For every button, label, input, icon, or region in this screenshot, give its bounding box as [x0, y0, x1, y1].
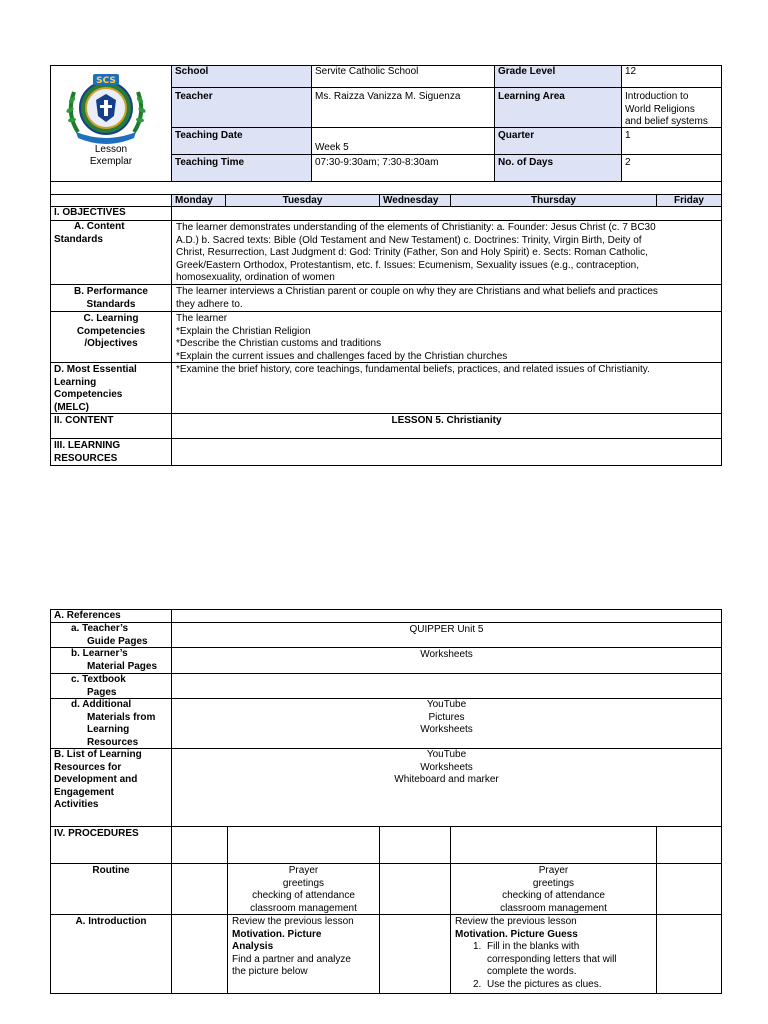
objectives-heading: I. OBJECTIVES [50, 206, 172, 221]
introduction-wednesday [379, 914, 451, 994]
content-standards-label: A. Content Standards [50, 220, 172, 285]
grade-value: 12 [621, 65, 722, 88]
procedures-friday [656, 826, 722, 864]
logo-caption: Lesson Exemplar [89, 144, 133, 167]
textbook-label: c. Textbook Pages [50, 673, 172, 699]
routine-monday [171, 863, 228, 915]
additional-materials-value: YouTube Pictures Worksheets [171, 698, 722, 749]
area-value: Introduction to World Religions and belief systems [621, 87, 722, 128]
date-value: Week 5 [311, 127, 495, 155]
introduction-thursday: Review the previous lesson Motivation. Picture Guess 1. Fill in the blanks with corresponding letters that will complete the words. 2. Use the pictures as clues. [450, 914, 657, 994]
teachers-guide-label: a. Teacher’s Guide Pages [50, 622, 172, 648]
school-label: School [171, 65, 312, 88]
introduction-label: A. Introduction [50, 914, 172, 994]
competencies-text: The learner *Explain the Christian Religion *Describe the Christian customs and traditions *Explain the current issues and challenges faced by the Christian churches [171, 311, 722, 363]
resources-fill [171, 438, 722, 466]
routine-label: Routine [50, 863, 172, 915]
textbook-value [171, 673, 722, 699]
teacher-label: Teacher [171, 87, 312, 128]
teacher-value: Ms. Raizza Vanizza M. Siguenza [311, 87, 495, 128]
grade-label: Grade Level [494, 65, 622, 88]
procedures-thursday [450, 826, 657, 864]
objectives-heading-fill [171, 206, 722, 221]
procedures-wednesday [379, 826, 451, 864]
content-standards-text: The learner demonstrates understanding of the elements of Christianity: a. Founder: Jesus Christ (c. 7 BC30 A.D.) b. Sacred texts: Bible (Old Testament and New Testament) c. Doctrines: Trinity, Virgin Birth, Deity of Christ, Resurrection, Last Judgment d: God: Trinity (Father, Son and Holy Spirit) e. Sects: Roman Catholic, Greek/Eastern Orthodox, Protestantism, etc. f. Issues: Ecumenism, Sexuality issues (e.g., contraception, homosexuality, ordination of women [171, 220, 722, 285]
learners-material-label: b. Learner’s Material Pages [50, 647, 172, 674]
introduction-tuesday: Review the previous lesson Motivation. Picture Analysis Find a partner and analyze the picture below [227, 914, 380, 994]
resources-heading: III. LEARNING RESOURCES [50, 438, 172, 466]
quarter-value: 1 [621, 127, 722, 155]
performance-standards-text: The learner interviews a Christian parent or couple on why they are Christians and what beliefs and practices they adhere to. [171, 284, 722, 312]
learners-material-value: Worksheets [171, 647, 722, 674]
time-value: 07:30-9:30am; 7:30-8:30am [311, 154, 495, 182]
procedures-tuesday [227, 826, 380, 864]
time-label: Teaching Time [171, 154, 312, 182]
melc-label: D. Most Essential Learning Competencies (MELC) [50, 362, 172, 414]
melc-text: *Examine the brief history, core teachings, fundamental beliefs, practices, and related issues of Christianity. [171, 362, 722, 414]
routine-thursday: Prayer greetings checking of attendance classroom management [450, 863, 657, 915]
day-thursday: Thursday [450, 194, 657, 207]
list-item: 2. Use the pictures as clues. [473, 978, 602, 990]
day-wednesday: Wednesday [379, 194, 451, 207]
list-item: 1. Fill in the blanks with corresponding letters that will complete the words. [473, 941, 617, 977]
routine-tuesday: Prayer greetings checking of attendance classroom management [227, 863, 380, 915]
school-seal-icon [60, 70, 152, 150]
procedures-heading: IV. PROCEDURES [50, 826, 172, 864]
competencies-label: C. Learning Competencies /Objectives [50, 311, 172, 363]
day-tuesday: Tuesday [225, 194, 380, 207]
learning-resources-list-label: B. List of Learning Resources for Development and Engagement Activities [50, 748, 172, 827]
routine-wednesday [379, 863, 451, 915]
content-heading: II. CONTENT [50, 413, 172, 439]
introduction-monday [171, 914, 228, 994]
routine-friday [656, 863, 722, 915]
content-value: LESSON 5. Christianity [171, 413, 722, 439]
school-value: Servite Catholic School [311, 65, 495, 88]
date-label: Teaching Date [171, 127, 312, 155]
teachers-guide-value: QUIPPER Unit 5 [171, 622, 722, 648]
references-heading-fill [171, 609, 722, 623]
svg-text:SCS: SCS [96, 76, 116, 86]
references-heading: A. References [50, 609, 172, 623]
introduction-friday [656, 914, 722, 994]
days-label: No. of Days [494, 154, 622, 182]
days-value: 2 [621, 154, 722, 182]
procedures-monday [171, 826, 228, 864]
spacer-row [50, 181, 722, 195]
day-friday: Friday [656, 194, 722, 207]
area-label: Learning Area [494, 87, 622, 128]
quarter-label: Quarter [494, 127, 622, 155]
learning-resources-list-value: YouTube Worksheets Whiteboard and marker [171, 748, 722, 827]
additional-materials-label: d. Additional Materials from Learning Resources [50, 698, 172, 749]
day-monday: Monday [171, 194, 226, 207]
performance-standards-label: B. Performance Standards [50, 284, 172, 312]
